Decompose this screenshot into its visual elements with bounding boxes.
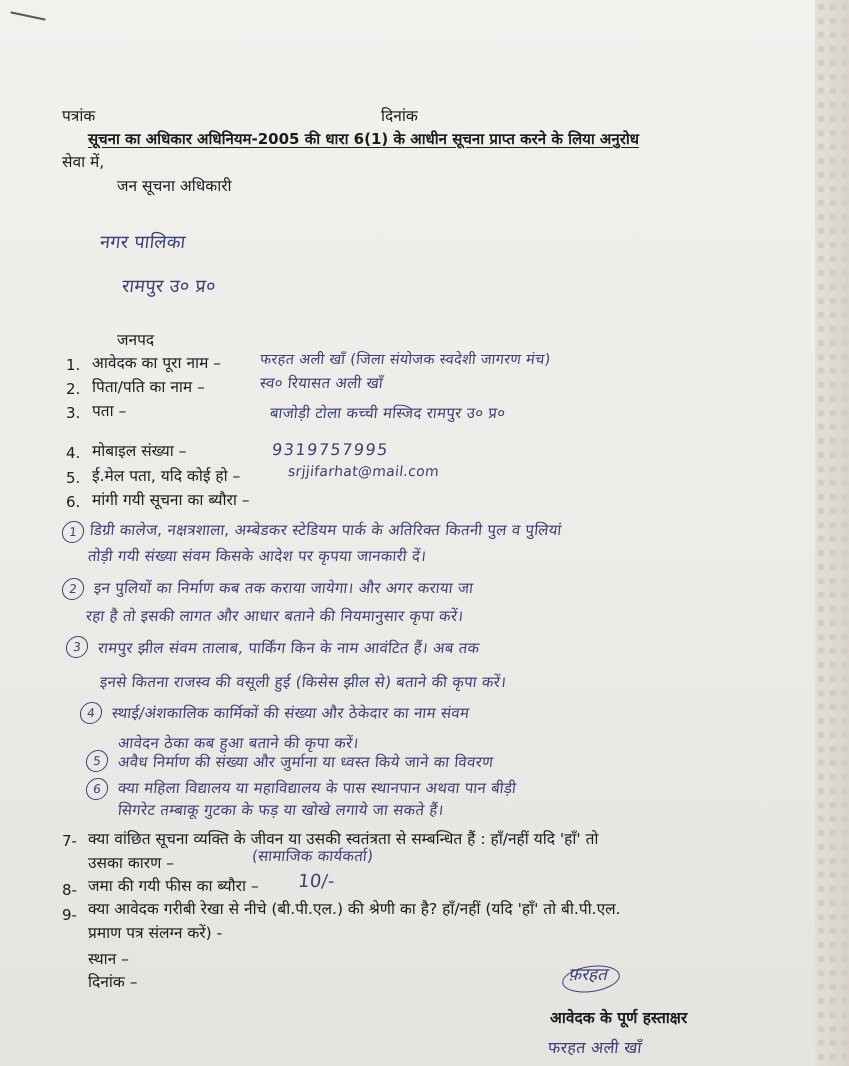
request-line: सिगरेट तम्बाकू गुटका के फड़ या खोखे लगाये जा सकते हैं।: [117, 801, 445, 819]
field-number: 5.: [66, 469, 81, 487]
date-label: दिनांक: [381, 107, 418, 125]
field-label: पता –: [92, 402, 127, 420]
field-label: ई.मेल पता, यदि कोई हो –: [92, 467, 241, 485]
pen-stroke-mark: [10, 11, 46, 20]
field-number: 3.: [66, 404, 81, 422]
office-name-handwritten: नगर पालिका: [98, 232, 187, 253]
request-line: आवेदन ठेका कब हुआ बताने की कृपा करें।: [117, 734, 360, 752]
reason-value: (सामाजिक कार्यकर्ता): [251, 847, 375, 865]
request-line: क्या महिला विद्यालय या महाविद्यालय के पास स्थानपान अथवा पान बीड़ी: [117, 779, 518, 797]
signature-label: आवेदक के पूर्ण हस्ताक्षर: [550, 1009, 688, 1027]
email-value: srjjifarhat@mail.com: [287, 464, 440, 480]
lace-border: [815, 0, 849, 1066]
signature-scribble: फ़रहत: [568, 965, 607, 985]
place-label: स्थान –: [88, 950, 129, 968]
request-marker: 3: [65, 636, 89, 658]
district-label: जनपद: [117, 331, 155, 349]
signature: [568, 962, 607, 985]
date-label-bottom: दिनांक –: [88, 973, 138, 991]
field-number: 2.: [66, 380, 81, 398]
subject-heading: सूचना का अधिकार अधिनियम-2005 की धारा 6(1) के आधीन सूचना प्राप्त करने के लिया अनुरोध: [88, 130, 639, 148]
father-name-value: स्व० रियासत अली खाँ: [259, 374, 385, 392]
field-label: आवेदक का पूरा नाम –: [92, 354, 222, 372]
salutation: सेवा में,: [62, 153, 105, 171]
field-label: मांगी गयी सूचना का ब्यौरा –: [92, 491, 250, 509]
mobile-value: 9319757995: [271, 440, 390, 459]
request-line: अवैध निर्माण की संख्या और जुर्माना या ध्वस्त किये जाने का विवरण: [117, 753, 495, 771]
request-marker: 4: [79, 702, 103, 724]
question-7-text: क्या वांछित सूचना व्यक्ति के जीवन या उसकी स्वतंत्रता से सम्बन्धित हैं : हाँ/नहीं यदि 'हाँ' तो: [88, 830, 599, 848]
question-number: 7-: [62, 832, 77, 850]
request-line: स्थाई/अंशकालिक कार्मिकों की संख्या और ठेकेदार का नाम संवम: [111, 704, 471, 722]
question-number: 9-: [62, 906, 77, 924]
ref-label: पत्रांक: [62, 107, 96, 125]
request-line: रहा है तो इसकी लागत और आधार बताने की नियमानुसार कृपा करें।: [85, 607, 465, 625]
question-9-text-cont: प्रमाण पत्र संलग्न करें) -: [88, 924, 223, 942]
request-marker: 5: [85, 750, 109, 772]
request-marker: 1: [61, 521, 85, 543]
request-line: रामपुर झील संवम तालाब, पार्किंग किन के नाम आवंटित हैं। अब तक: [97, 639, 481, 657]
field-number: 1.: [66, 356, 81, 374]
field-label: पिता/पति का नाम –: [92, 378, 205, 396]
fee-value: 10/-: [296, 871, 336, 892]
reason-label: उसका कारण –: [88, 854, 174, 872]
question-number: 8-: [62, 881, 77, 899]
request-marker: 6: [85, 778, 109, 800]
field-label: मोबाइल संख्या –: [92, 442, 187, 460]
signature-name: फरहत अली खाँ: [547, 1038, 643, 1057]
request-marker: 2: [61, 578, 85, 600]
question-8-text: जमा की गयी फीस का ब्यौरा –: [88, 877, 259, 895]
question-9-text: क्या आवेदक गरीबी रेखा से नीचे (बी.पी.एल.) की श्रेणी का है? हाँ/नहीं (यदि 'हाँ' तो बी.पी.एल.: [88, 900, 621, 918]
field-number: 4.: [66, 444, 81, 462]
addressee: जन सूचना अधिकारी: [117, 177, 232, 195]
request-line: इन पुलियों का निर्माण कब तक कराया जायेगा। और अगर कराया जा: [93, 579, 475, 597]
address-value: बाजोड़ी टोला कच्ची मस्जिद रामपुर उ० प्र०: [269, 404, 507, 422]
applicant-name-value: फरहत अली खाँ (जिला संयोजक स्वदेशी जागरण मंच): [259, 352, 552, 368]
office-city-handwritten: रामपुर उ० प्र०: [120, 276, 217, 297]
request-line: इनसे कितना राजस्व की वसूली हुई (किसेस झील से) बताने की कृपा करें।: [99, 673, 508, 691]
request-line: डिग्री कालेज, नक्षत्रशाला, अम्बेडकर स्टेडियम पार्क के अतिरिक्त कितनी पुल व पुलियां: [89, 521, 563, 539]
request-line: तोड़ी गयी संख्या संवम किसके आदेश पर कृपया जानकारी दें।: [87, 547, 428, 565]
field-number: 6.: [66, 493, 81, 511]
